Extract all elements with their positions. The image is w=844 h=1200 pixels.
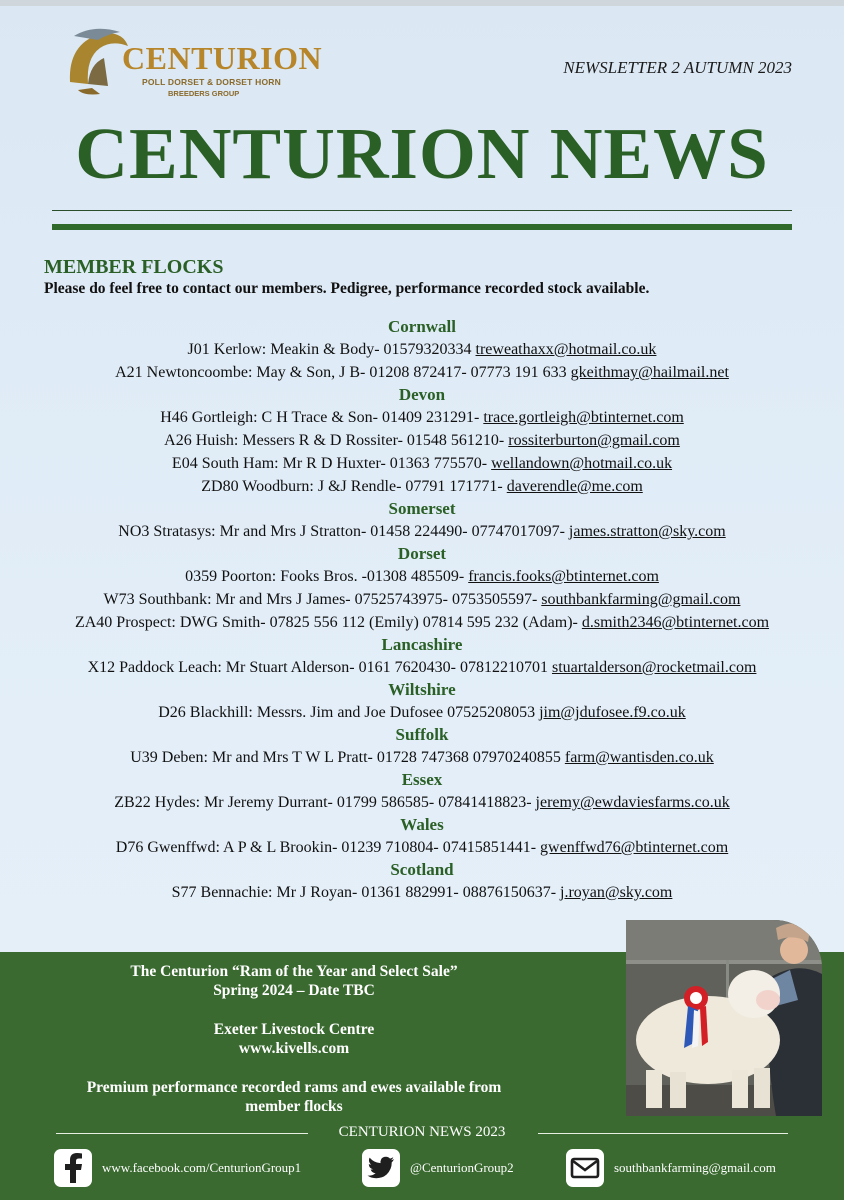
flock-entry [0, 611, 844, 634]
ram-photo [626, 920, 822, 1116]
flock-entry [0, 475, 844, 498]
flock-details: W73 Southbank: Mr and Mrs J James- 07525743975- 0753505597- [103, 591, 542, 608]
flock-details: ZD80 Woodburn: J &J Rendle- 07791 171771- [201, 478, 507, 495]
flock-entry [0, 361, 844, 384]
flock-email-link[interactable]: jim@jdufosee.f9.co.uk [539, 704, 686, 721]
facebook-link[interactable] [54, 1148, 301, 1188]
flock-details: A21 Newtoncoombe: May & Son, J B- 01208 872417- 07773 191 633 [115, 364, 571, 381]
flock-details: A26 Huish: Messers R & D Rossiter- 01548 561210- [164, 432, 509, 449]
flock-details: U39 Deben: Mr and Mrs T W L Pratt- 01728 747368 07970240855 [130, 749, 565, 766]
flock-details: NO3 Stratasys: Mr and Mrs J Stratton- 01458 224490- 07747017097- [118, 523, 569, 540]
flock-details: D26 Blackhill: Messrs. Jim and Joe Dufosee 07525208053 [158, 704, 540, 721]
flock-entry [0, 452, 844, 475]
event-title: The Centurion “Ram of the Year and Select Sale” [130, 963, 458, 980]
facebook-url: www.facebook.com/CenturionGroup1 [102, 1160, 302, 1175]
flock-entry [0, 701, 844, 724]
region-heading: Wiltshire [388, 680, 456, 699]
region-heading: Suffolk [395, 725, 449, 744]
logo-wordmark: CENTURION [122, 40, 323, 76]
region-heading: Dorset [397, 544, 447, 563]
flock-details: ZB22 Hydes: Mr Jeremy Durrant- 01799 586585- 07841418823- [114, 794, 536, 811]
flock-entry [0, 791, 844, 814]
flock-email-link[interactable]: trace.gortleigh@btinternet.com [483, 409, 684, 426]
flock-entry [0, 338, 844, 361]
event-venue: Exeter Livestock Centre [213, 1021, 375, 1038]
flock-entry [0, 836, 844, 859]
flock-details: S77 Bennachie: Mr J Royan- 01361 882991- 08876150637- [171, 884, 561, 901]
masthead-rule-thick [52, 224, 792, 230]
twitter-icon [362, 1149, 400, 1187]
flock-email-link[interactable]: jeremy@ewdaviesfarms.co.uk [535, 794, 730, 811]
flock-entry [0, 565, 844, 588]
flock-email-link[interactable]: gwenffwd76@btinternet.com [540, 839, 729, 856]
flock-details: 0359 Poorton: Fooks Bros. -01308 485509- [185, 568, 469, 585]
flock-entry [0, 520, 844, 543]
flock-email-link[interactable]: wellandown@hotmail.co.uk [491, 455, 673, 472]
region-heading: Scotland [390, 860, 454, 879]
region-heading: Cornwall [388, 317, 456, 336]
flock-details: H46 Gortleigh: C H Trace & Son- 01409 231291- [160, 409, 484, 426]
region-heading: Somerset [388, 499, 456, 518]
flock-email-link[interactable]: james.stratton@sky.com [568, 523, 726, 540]
flock-details: E04 South Ham: Mr R D Huxter- 01363 775570- [171, 455, 492, 472]
flock-entry [0, 656, 844, 679]
flock-entry [0, 746, 844, 769]
twitter-handle: @CenturionGroup2 [410, 1160, 514, 1175]
flock-email-link[interactable]: j.royan@sky.com [560, 884, 673, 901]
twitter-link[interactable] [362, 1148, 514, 1188]
masthead-rule-thin [52, 210, 792, 211]
flock-email-link[interactable]: francis.fooks@btinternet.com [468, 568, 659, 585]
issue-label: NEWSLETTER 2 AUTUMN 2023 [563, 58, 792, 77]
top-strip [0, 0, 844, 6]
footer-rule-right [538, 1133, 788, 1134]
flock-email-link[interactable]: stuartalderson@rocketmail.com [551, 659, 757, 676]
masthead-title: CENTURION NEWS [75, 113, 769, 194]
region-heading: Wales [400, 815, 444, 834]
event-note-2: member flocks [245, 1098, 343, 1115]
flock-details: ZA40 Prospect: DWG Smith- 07825 556 112 (Emily) 07814 595 232 (Adam)- [74, 614, 582, 631]
event-note-1: Premium performance recorded rams and ewes available from [86, 1079, 502, 1096]
centurion-logo [64, 24, 323, 104]
flock-email-link[interactable]: farm@wantisden.co.uk [564, 749, 714, 766]
flock-entry [0, 881, 844, 904]
footer-email: southbankfarming@gmail.com [614, 1160, 776, 1175]
event-details [14, 962, 574, 1116]
region-heading: Devon [398, 385, 446, 404]
region-heading: Lancashire [381, 635, 463, 654]
flock-details: X12 Paddock Leach: Mr Stuart Alderson- 0161 7620430- 07812210701 [87, 659, 552, 676]
flock-details: D76 Gwenffwd: A P & L Brookin- 01239 710804- 07415851441- [115, 839, 541, 856]
mail-icon [566, 1149, 604, 1187]
flock-email-link[interactable]: rossiterburton@gmail.com [508, 432, 680, 449]
logo-subtitle-2: BREEDERS GROUP [168, 89, 240, 98]
section-intro: Please do feel free to contact our members. Pedigree, performance recorded stock available. [44, 280, 650, 297]
flock-entry [0, 588, 844, 611]
flock-email-link[interactable]: d.smith2346@btinternet.com [581, 614, 770, 631]
flock-entry [0, 406, 844, 429]
flock-email-link[interactable]: gkeithmay@hailmail.net [570, 364, 729, 381]
flock-details: J01 Kerlow: Meakin & Body- 01579320334 [187, 341, 476, 358]
logo-subtitle-1: POLL DORSET & DORSET HORN [142, 77, 281, 87]
flock-email-link[interactable]: southbankfarming@gmail.com [541, 591, 741, 608]
event-website[interactable]: www.kivells.com [238, 1040, 350, 1057]
member-flocks-list [0, 316, 844, 904]
flock-entry [0, 429, 844, 452]
section-title: MEMBER FLOCKS [44, 256, 224, 278]
region-heading: Essex [401, 770, 443, 789]
event-date: Spring 2024 – Date TBC [213, 982, 375, 999]
flock-email-link[interactable]: daverendle@me.com [506, 478, 643, 495]
facebook-icon [54, 1149, 92, 1187]
footer-title: CENTURION NEWS 2023 [338, 1124, 506, 1140]
email-link[interactable] [566, 1148, 776, 1188]
flock-email-link[interactable]: treweathaxx@hotmail.co.uk [475, 341, 657, 358]
